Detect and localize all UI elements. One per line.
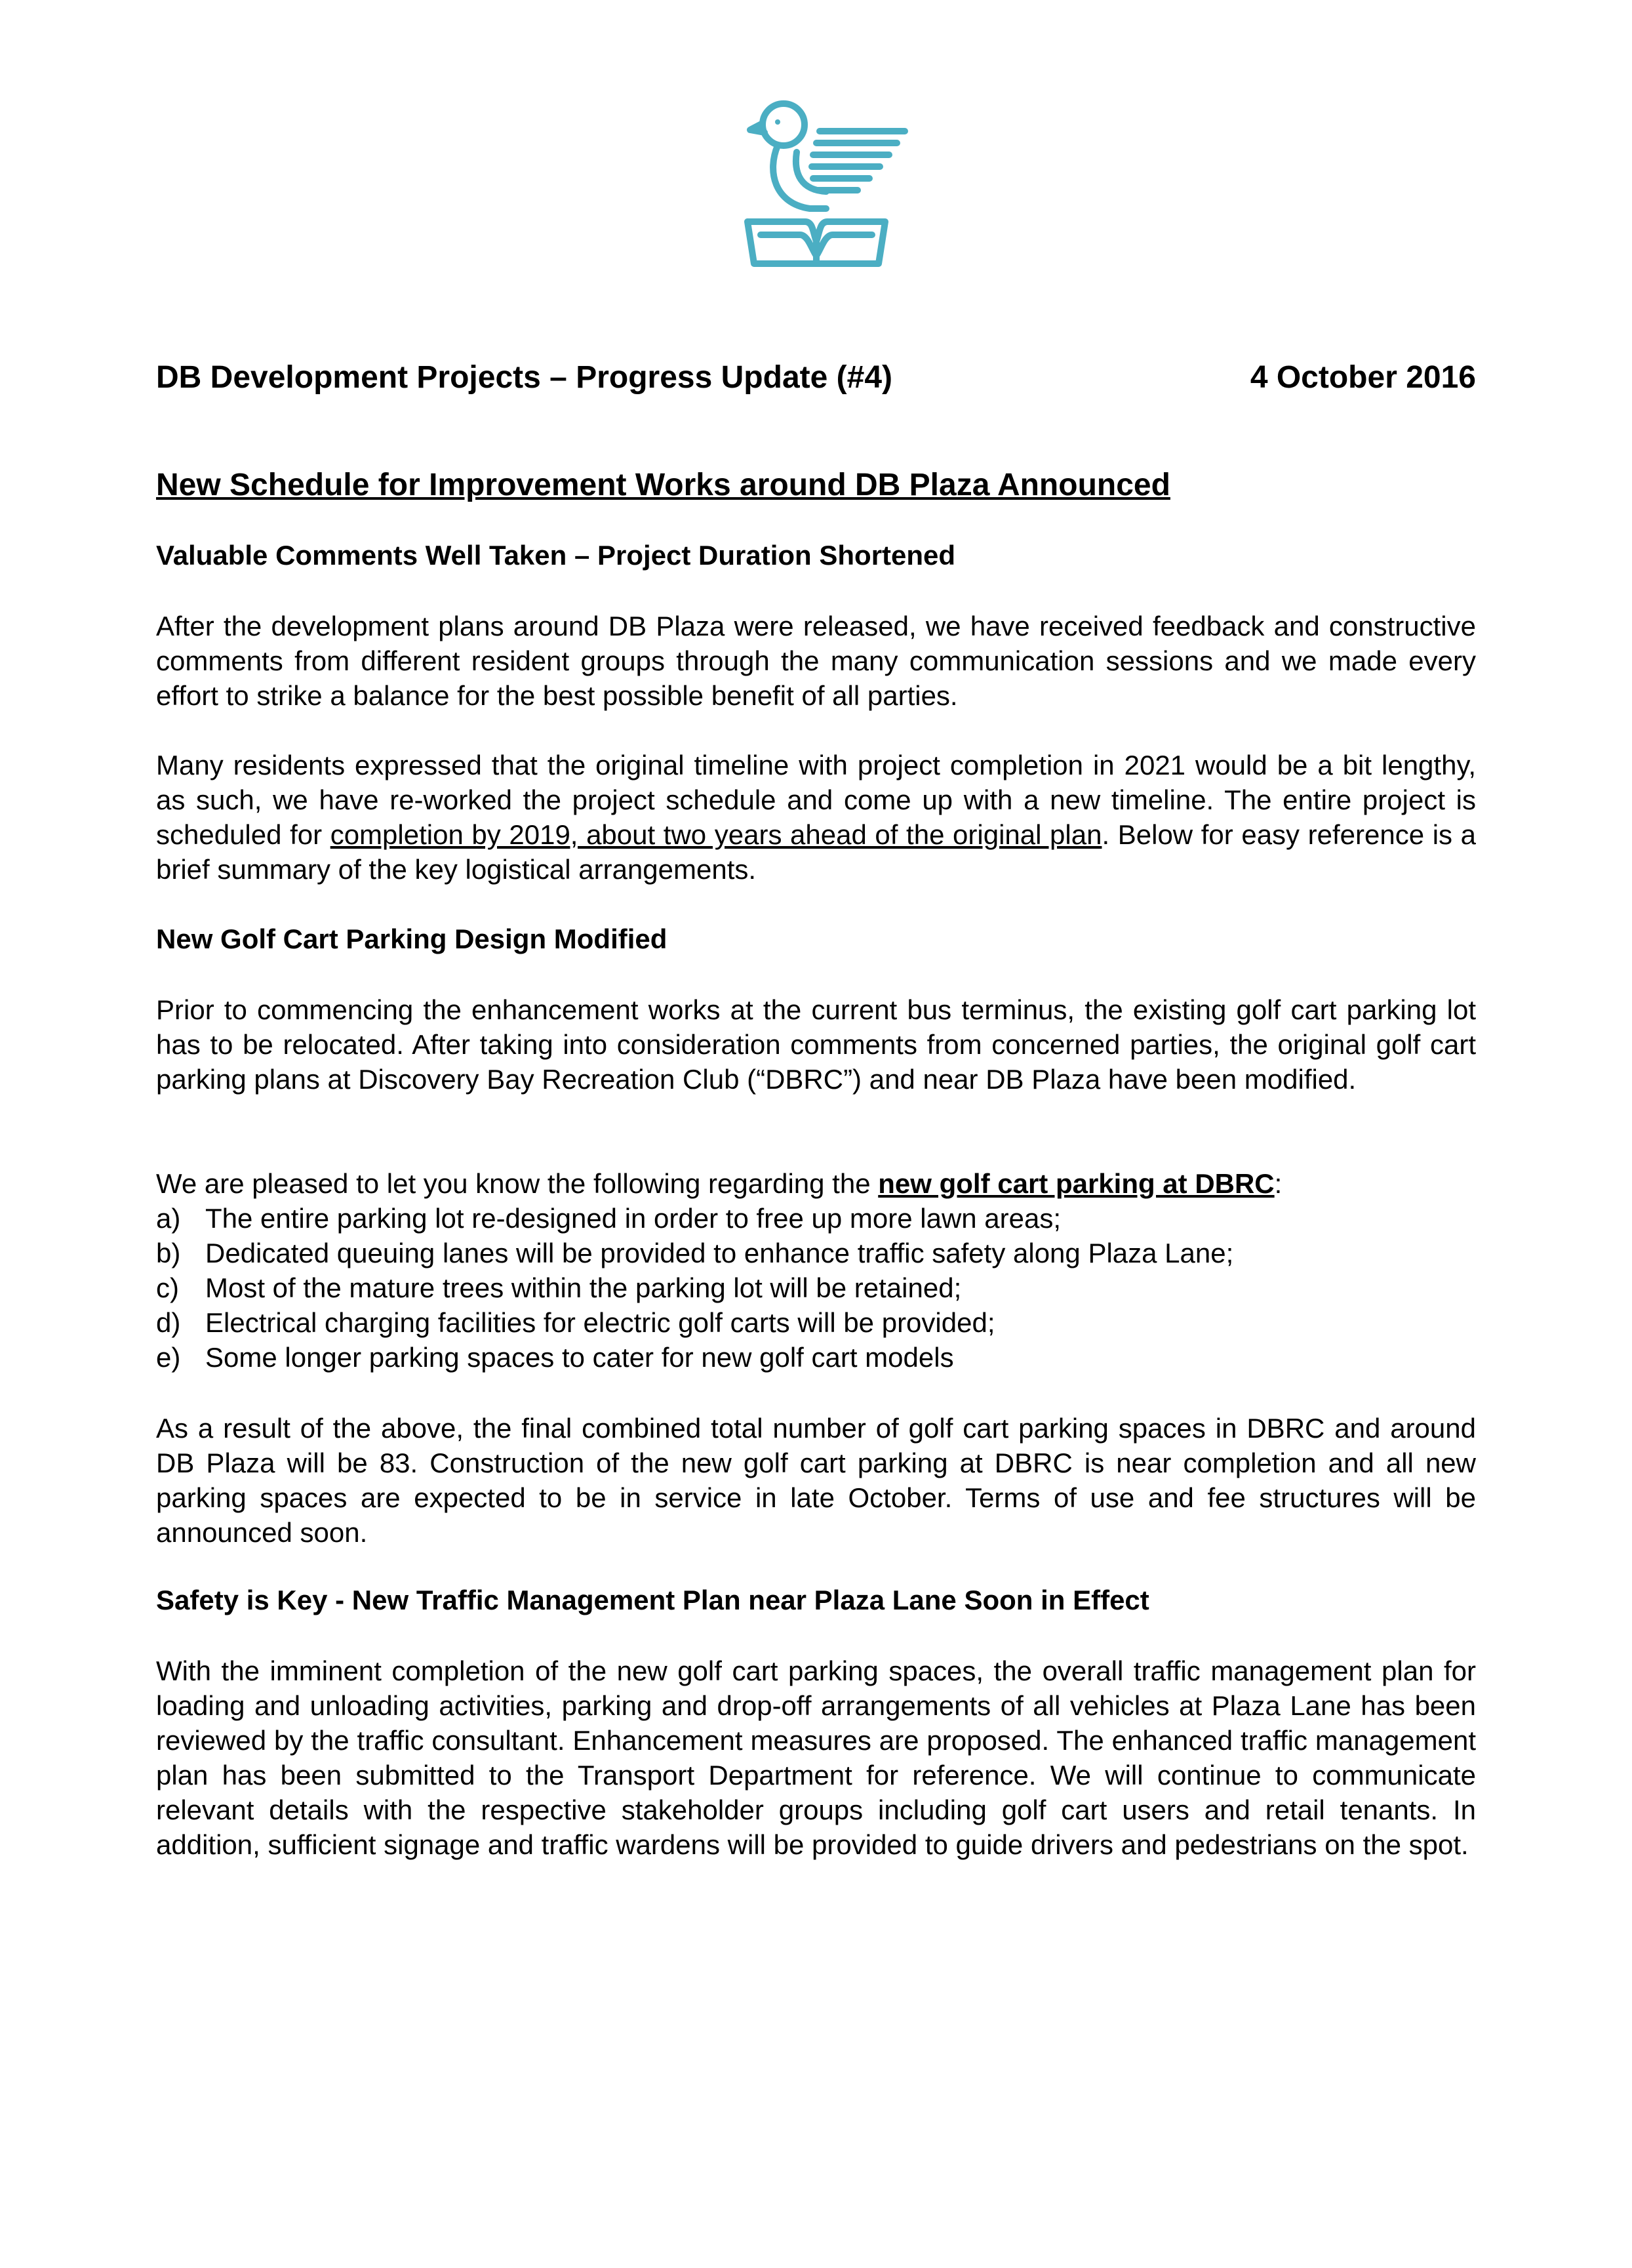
document-header-title: DB Development Projects – Progress Update (#4) (156, 360, 893, 395)
paragraph-dbrc-intro-text: We are pleased to let you know the following regarding the (156, 1168, 879, 1199)
paragraph-parking-total: As a result of the above, the final combined total number of golf cart parking spaces in DBRC and around DB Plaza will be 83. Construction of the new golf cart parking at DBRC is near completion and all new parking spaces are expected to be in service in late October. Terms of use and fee structures will be announced soon. (156, 1413, 1476, 1548)
list-item (156, 1270, 1476, 1305)
paragraph-timeline (156, 748, 1476, 887)
list-marker: d) (156, 1307, 181, 1338)
list-marker: a) (156, 1203, 181, 1234)
bird-logo-icon (721, 92, 911, 269)
list-item-text: Electrical charging facilities for electric golf carts will be provided; (205, 1307, 995, 1338)
paragraph-feedback: After the development plans around DB Plaza were released, we have received feedback and constructive comments from different resident groups through the many communication sessions and we made every effort to strike a balance for the best possible benefit of all parties. (156, 611, 1476, 711)
paragraph-relocation: Prior to commencing the enhancement works at the current bus terminus, the existing golf cart parking lot has to be relocated. After taking into consideration comments from concerned parties, the original golf cart parking plans at Discovery Bay Recreation Club (“DBRC”) and near DB Plaza have been modified. (156, 994, 1476, 1095)
dbrc-parking-emphasis: new golf cart parking at DBRC (878, 1168, 1275, 1199)
document-date: 4 October 2016 (1250, 360, 1476, 395)
paragraph-timeline-tail: . Below for easy reference is a brief summary of the key logistical arrangements. (156, 819, 1476, 885)
list-item-text: The entire parking lot re-designed in order to free up more lawn areas; (205, 1203, 1062, 1234)
section-heading-traffic-management: Safety is Key - New Traffic Management Plan near Plaza Lane Soon in Effect (156, 1585, 1149, 1615)
list-marker: e) (156, 1342, 181, 1373)
paragraph-timeline-text: Many residents expressed that the original timeline with project completion in 2021 would be a bit lengthy, as such, we have re-worked the project schedule and come up with a new timeline. The entire project is scheduled for (156, 750, 1476, 850)
list-item (156, 1236, 1476, 1270)
list-item (156, 1201, 1476, 1236)
list-marker: b) (156, 1238, 181, 1268)
paragraph-dbrc-intro-colon: : (1274, 1168, 1283, 1199)
list-item-text: Dedicated queuing lanes will be provided to enhance traffic safety along Plaza Lane; (205, 1238, 1234, 1268)
paragraph-traffic-plan: With the imminent completion of the new golf cart parking spaces, the overall traffic management plan for loading and unloading activities, parking and drop-off arrangements of all vehicles at Plaza Lane has been reviewed by the traffic consultant. Enhancement measures are proposed. The enhanced traffic management plan has been submitted to the Transport Department for reference. We will continue to communicate relevant details with the respective stakeholder groups including golf cart users and retail tenants. In addition, sufficient signage and traffic wardens will be provided to guide drivers and pedestrians on the spot. (156, 1655, 1476, 1860)
list-marker: c) (156, 1272, 179, 1303)
completion-highlight: completion by 2019, about two years ahead of the original plan (330, 819, 1102, 850)
section-heading-project-duration: Valuable Comments Well Taken – Project Duration Shortened (156, 540, 956, 571)
list-item-text: Some longer parking spaces to cater for new golf cart models (205, 1342, 954, 1373)
list-item-text: Most of the mature trees within the parking lot will be retained; (205, 1272, 962, 1303)
list-item (156, 1305, 1476, 1340)
paragraph-dbrc-intro (156, 1166, 1476, 1201)
parking-features-list (156, 1201, 1476, 1375)
section-heading-golf-cart-parking: New Golf Cart Parking Design Modified (156, 923, 667, 954)
main-title: New Schedule for Improvement Works around DB Plaza Announced (156, 468, 1170, 502)
list-item (156, 1340, 1476, 1375)
